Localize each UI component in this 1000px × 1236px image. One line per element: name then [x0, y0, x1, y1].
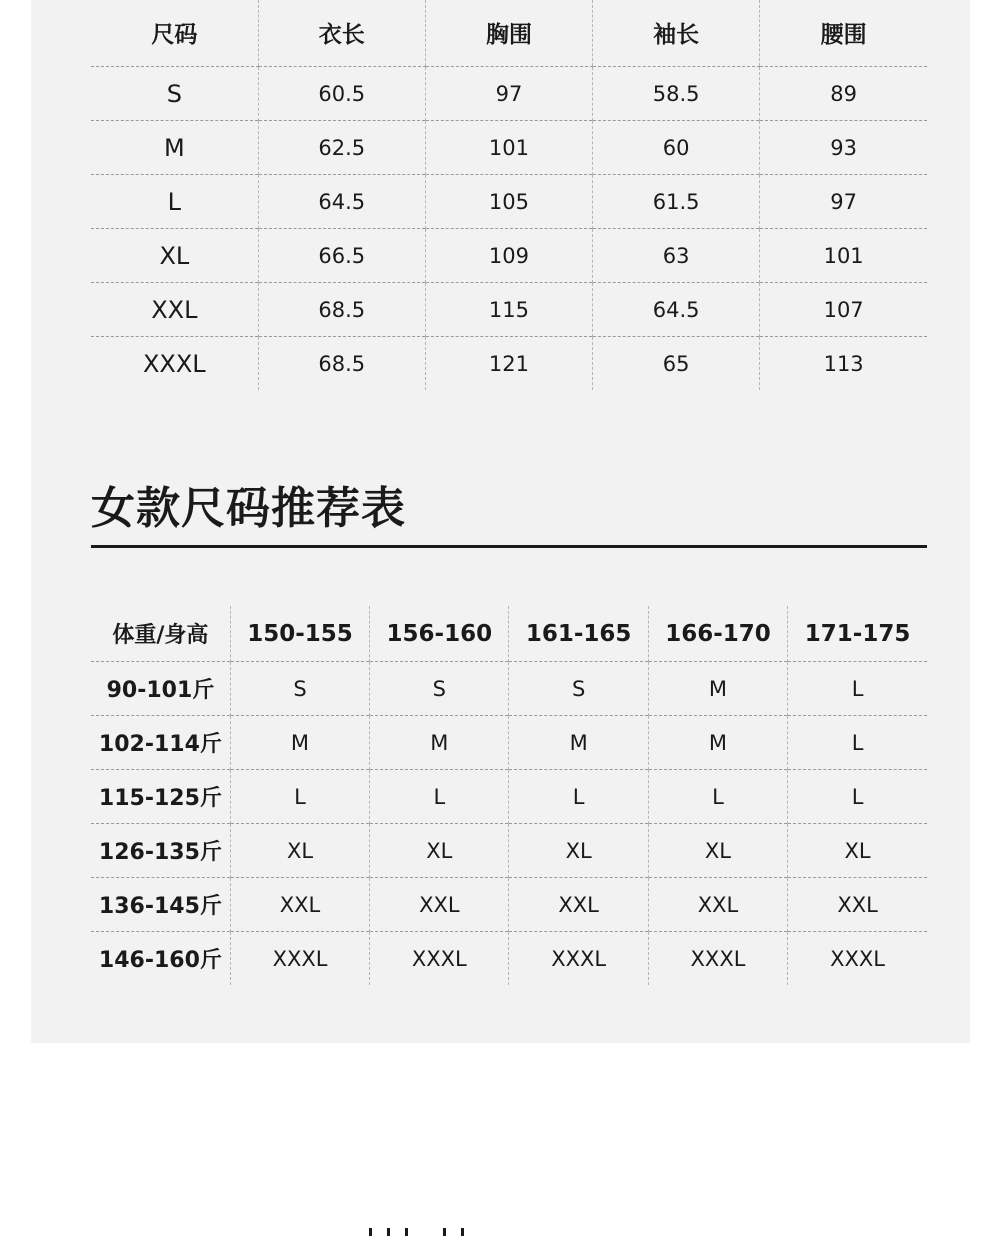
cell-size: XXXL — [509, 932, 648, 986]
fragment-stroke — [405, 1228, 408, 1236]
cell-sleeve: 64.5 — [593, 283, 760, 337]
cell-length: 64.5 — [258, 175, 425, 229]
cell-waist: 89 — [760, 67, 927, 121]
cell-size: M — [370, 716, 509, 770]
cell-size: XXL — [509, 878, 648, 932]
cell-weight-range: 146-160斤 — [91, 932, 230, 986]
fragment-stroke — [387, 1228, 390, 1236]
table-row — [91, 716, 927, 770]
table-header-row — [91, 0, 927, 67]
cell-weight-range: 136-145斤 — [91, 878, 230, 932]
table-header-row — [91, 606, 927, 662]
cell-size: L — [788, 662, 927, 716]
cell-size: XXXL — [91, 337, 258, 391]
cell-size: XL — [230, 824, 369, 878]
header-height-range: 171-175 — [788, 606, 927, 662]
cell-waist: 97 — [760, 175, 927, 229]
table-row — [91, 662, 927, 716]
section-title: 女款尺码推荐表 — [91, 483, 406, 534]
cell-chest: 105 — [425, 175, 592, 229]
cell-sleeve: 61.5 — [593, 175, 760, 229]
cell-waist: 93 — [760, 121, 927, 175]
cell-size: L — [230, 770, 369, 824]
header-length: 衣长 — [258, 0, 425, 67]
cell-size: L — [648, 770, 787, 824]
cell-length: 60.5 — [258, 67, 425, 121]
cell-waist: 113 — [760, 337, 927, 391]
table-row — [91, 229, 927, 283]
fragment-stroke — [443, 1228, 446, 1236]
header-sleeve: 袖长 — [593, 0, 760, 67]
cell-size: M — [230, 716, 369, 770]
header-height-range: 161-165 — [509, 606, 648, 662]
table-row — [91, 824, 927, 878]
cell-chest: 121 — [425, 337, 592, 391]
title-divider — [91, 545, 927, 548]
table-row — [91, 121, 927, 175]
cell-size: L — [788, 716, 927, 770]
cell-weight-range: 102-114斤 — [91, 716, 230, 770]
table-row — [91, 175, 927, 229]
cell-size: XXL — [230, 878, 369, 932]
cell-length: 68.5 — [258, 337, 425, 391]
header-height-range: 166-170 — [648, 606, 787, 662]
table-row — [91, 932, 927, 986]
cell-sleeve: 63 — [593, 229, 760, 283]
cell-size: XL — [370, 824, 509, 878]
table-row — [91, 770, 927, 824]
cell-length: 68.5 — [258, 283, 425, 337]
cell-weight-range: 90-101斤 — [91, 662, 230, 716]
header-chest: 胸围 — [425, 0, 592, 67]
size-measurement-table — [91, 0, 927, 390]
cell-sleeve: 60 — [593, 121, 760, 175]
cell-length: 66.5 — [258, 229, 425, 283]
cell-size: M — [509, 716, 648, 770]
cell-size: XXL — [788, 878, 927, 932]
cell-waist: 101 — [760, 229, 927, 283]
cell-size: S — [509, 662, 648, 716]
cell-size: XXXL — [230, 932, 369, 986]
size-recommendation-table — [91, 606, 927, 985]
cell-waist: 107 — [760, 283, 927, 337]
table-row — [91, 283, 927, 337]
cell-weight-range: 126-135斤 — [91, 824, 230, 878]
cell-sleeve: 58.5 — [593, 67, 760, 121]
cell-size: S — [370, 662, 509, 716]
table-row — [91, 878, 927, 932]
table-row — [91, 337, 927, 391]
cell-size: XXXL — [370, 932, 509, 986]
cropped-next-section-fragment — [365, 1228, 485, 1236]
cell-weight-range: 115-125斤 — [91, 770, 230, 824]
table-row — [91, 67, 927, 121]
cell-size: XL — [509, 824, 648, 878]
header-size: 尺码 — [91, 0, 258, 67]
cell-size: XXL — [91, 283, 258, 337]
cell-chest: 97 — [425, 67, 592, 121]
cell-size: S — [91, 67, 258, 121]
cell-sleeve: 65 — [593, 337, 760, 391]
cell-chest: 109 — [425, 229, 592, 283]
cell-size: XXL — [648, 878, 787, 932]
cell-size: L — [91, 175, 258, 229]
cell-size: L — [788, 770, 927, 824]
header-height-range: 156-160 — [370, 606, 509, 662]
cell-size: XXL — [370, 878, 509, 932]
cell-size: M — [648, 662, 787, 716]
fragment-stroke — [369, 1228, 372, 1236]
header-height-range: 150-155 — [230, 606, 369, 662]
header-weight-height: 体重/身高 — [112, 623, 209, 648]
cell-length: 62.5 — [258, 121, 425, 175]
cell-chest: 115 — [425, 283, 592, 337]
cell-size: M — [648, 716, 787, 770]
cell-size: S — [230, 662, 369, 716]
cell-size: L — [509, 770, 648, 824]
cell-size: L — [370, 770, 509, 824]
cell-size: XXXL — [788, 932, 927, 986]
header-waist: 腰围 — [760, 0, 927, 67]
cell-size: XL — [91, 229, 258, 283]
fragment-stroke — [461, 1228, 464, 1236]
cell-size: XL — [788, 824, 927, 878]
cell-size: M — [91, 121, 258, 175]
cell-size: XXXL — [648, 932, 787, 986]
cell-size: XL — [648, 824, 787, 878]
cell-chest: 101 — [425, 121, 592, 175]
